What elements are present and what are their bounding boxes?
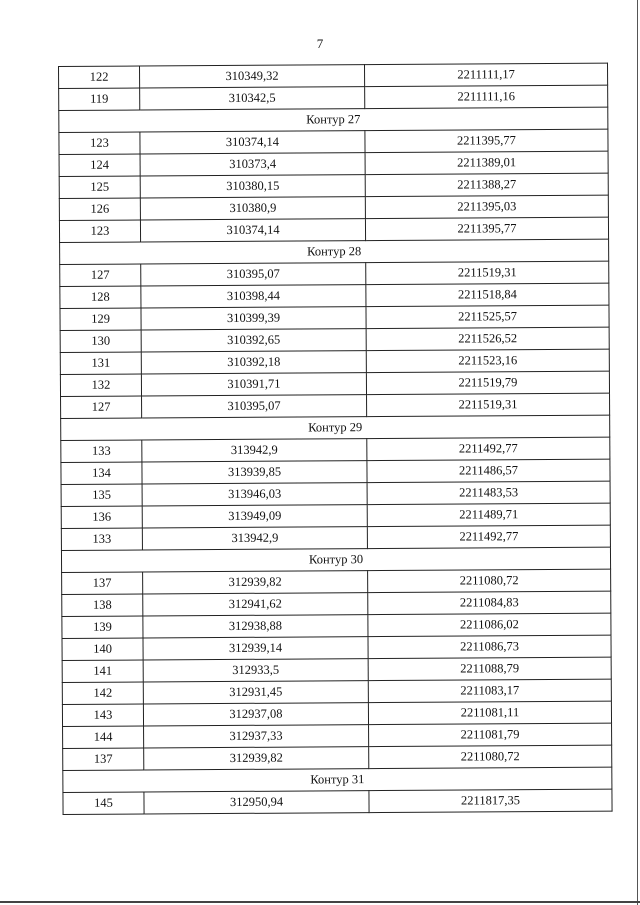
- x-coordinate-cell: 310398,44: [141, 285, 366, 308]
- x-coordinate-cell: 310349,32: [140, 65, 365, 88]
- point-number-cell: 138: [62, 594, 143, 616]
- y-coordinate-cell: 2211526,52: [366, 327, 609, 350]
- point-number-cell: 141: [62, 660, 143, 682]
- point-number-cell: 127: [61, 396, 142, 418]
- point-number-cell: 123: [59, 132, 140, 154]
- x-coordinate-cell: 313949,09: [142, 505, 367, 528]
- x-coordinate-cell: 310373,4: [140, 153, 365, 176]
- x-coordinate-cell: 312939,82: [143, 571, 368, 594]
- y-coordinate-cell: 2211519,79: [366, 371, 609, 394]
- contour-label: Контур 31: [63, 767, 612, 792]
- point-number-cell: 132: [60, 374, 141, 396]
- y-coordinate-cell: 2211486,57: [367, 459, 610, 482]
- x-coordinate-cell: 310392,18: [141, 351, 366, 374]
- point-number-cell: 136: [61, 506, 142, 528]
- point-number-cell: 142: [62, 682, 143, 704]
- y-coordinate-cell: 2211088,79: [368, 657, 611, 680]
- y-coordinate-cell: 2211519,31: [366, 261, 609, 284]
- x-coordinate-cell: 312938,88: [143, 615, 368, 638]
- y-coordinate-cell: 2211395,03: [365, 195, 608, 218]
- x-coordinate-cell: 310395,07: [141, 263, 366, 286]
- x-coordinate-cell: 313942,9: [142, 439, 367, 462]
- point-number-cell: 130: [60, 330, 141, 352]
- point-number-cell: 144: [63, 726, 144, 748]
- contour-label: Контур 28: [60, 239, 609, 264]
- y-coordinate-cell: 2211518,84: [366, 283, 609, 306]
- point-number-cell: 143: [62, 704, 143, 726]
- x-coordinate-cell: 310380,15: [140, 175, 365, 198]
- point-number-cell: 145: [63, 792, 144, 814]
- x-coordinate-cell: 310391,71: [141, 373, 366, 396]
- y-coordinate-cell: 2211388,27: [365, 173, 608, 196]
- point-number-cell: 124: [59, 154, 140, 176]
- point-number-cell: 133: [61, 440, 142, 462]
- y-coordinate-cell: 2211492,77: [367, 525, 610, 548]
- x-coordinate-cell: 310342,5: [140, 87, 365, 110]
- point-number-cell: 122: [59, 66, 140, 88]
- y-coordinate-cell: 2211523,16: [366, 349, 609, 372]
- y-coordinate-cell: 2211489,71: [367, 503, 610, 526]
- scan-edge-bottom: [0, 901, 640, 903]
- y-coordinate-cell: 2211081,79: [369, 723, 612, 746]
- x-coordinate-cell: 313939,85: [142, 461, 367, 484]
- x-coordinate-cell: 312937,33: [144, 725, 369, 748]
- page-number: 7: [316, 36, 324, 51]
- y-coordinate-cell: 2211492,77: [367, 437, 610, 460]
- point-number-cell: 123: [59, 220, 140, 242]
- x-coordinate-cell: 312931,45: [143, 681, 368, 704]
- point-number-cell: 137: [62, 572, 143, 594]
- x-coordinate-cell: 313946,03: [142, 483, 367, 506]
- x-coordinate-cell: 312950,94: [144, 791, 369, 814]
- x-coordinate-cell: 310374,14: [140, 219, 365, 242]
- point-number-cell: 140: [62, 638, 143, 660]
- x-coordinate-cell: 312941,62: [143, 593, 368, 616]
- x-coordinate-cell: 312933,5: [143, 659, 368, 682]
- contour-label: Контур 29: [61, 415, 610, 440]
- y-coordinate-cell: 2211395,77: [365, 129, 608, 152]
- point-number-cell: 129: [60, 308, 141, 330]
- x-coordinate-cell: 312939,14: [143, 637, 368, 660]
- point-number-cell: 127: [60, 264, 141, 286]
- point-number-cell: 119: [59, 88, 140, 110]
- point-number-cell: 133: [61, 528, 142, 550]
- point-number-cell: 131: [60, 352, 141, 374]
- y-coordinate-cell: 2211086,02: [368, 613, 611, 636]
- x-coordinate-cell: 312939,82: [144, 747, 369, 770]
- x-coordinate-cell: 310374,14: [140, 131, 365, 154]
- x-coordinate-cell: 313942,9: [142, 527, 367, 550]
- y-coordinate-cell: 2211084,83: [368, 591, 611, 614]
- point-number-cell: 128: [60, 286, 141, 308]
- y-coordinate-cell: 2211483,53: [367, 481, 610, 504]
- x-coordinate-cell: 310399,39: [141, 307, 366, 330]
- y-coordinate-cell: 2211081,11: [368, 701, 611, 724]
- y-coordinate-cell: 2211111,16: [365, 85, 608, 108]
- y-coordinate-cell: 2211111,17: [364, 63, 607, 86]
- y-coordinate-cell: 2211080,72: [368, 569, 611, 592]
- point-number-cell: 137: [63, 748, 144, 770]
- contour-label: Контур 30: [61, 547, 610, 572]
- coordinates-table-body: [59, 63, 613, 814]
- y-coordinate-cell: 2211083,17: [368, 679, 611, 702]
- coordinates-table: [58, 63, 613, 815]
- y-coordinate-cell: 2211080,72: [369, 745, 612, 768]
- y-coordinate-cell: 2211086,73: [368, 635, 611, 658]
- table-row: [63, 789, 612, 814]
- x-coordinate-cell: 310392,65: [141, 329, 366, 352]
- y-coordinate-cell: 2211389,01: [365, 151, 608, 174]
- x-coordinate-cell: 310380,9: [140, 197, 365, 220]
- contour-label: Контур 27: [59, 107, 608, 132]
- point-number-cell: 134: [61, 462, 142, 484]
- y-coordinate-cell: 2211525,57: [366, 305, 609, 328]
- y-coordinate-cell: 2211395,77: [365, 217, 608, 240]
- x-coordinate-cell: 312937,08: [143, 703, 368, 726]
- y-coordinate-cell: 2211519,31: [367, 393, 610, 416]
- point-number-cell: 126: [59, 198, 140, 220]
- point-number-cell: 135: [61, 484, 142, 506]
- y-coordinate-cell: 2211817,35: [369, 789, 612, 812]
- scan-edge-right: [637, 0, 638, 905]
- point-number-cell: 139: [62, 616, 143, 638]
- x-coordinate-cell: 310395,07: [142, 395, 367, 418]
- point-number-cell: 125: [59, 176, 140, 198]
